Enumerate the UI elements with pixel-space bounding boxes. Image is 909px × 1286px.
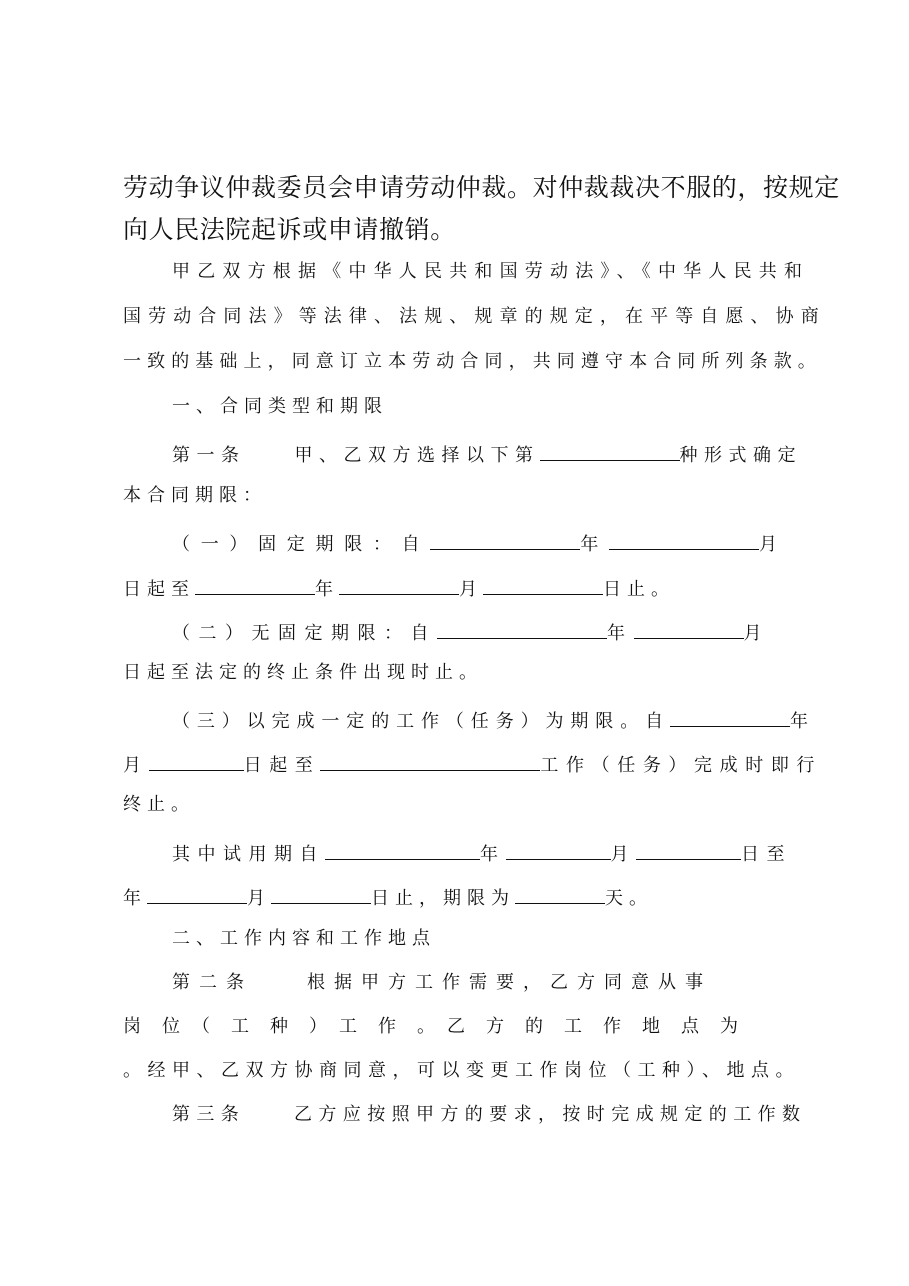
day-start-label: 日起至 — [243, 755, 321, 776]
open-year-blank[interactable] — [437, 620, 607, 639]
task-term-label: （三）以完成一定的工作（任务）为期限。自 — [172, 711, 670, 732]
paragraph-line: 劳动争议仲裁委员会申请劳动仲裁。对仲裁裁决不服的，按规定 — [123, 173, 840, 202]
month-label: 月 — [610, 844, 636, 865]
year-label: 年 — [480, 844, 506, 865]
month-label: 月 — [743, 623, 770, 644]
trial-period-label: 日止，期限为 — [371, 888, 515, 909]
year-label: 年 — [607, 623, 634, 644]
paragraph-line: 岗 位 （ 工 种 ） 工 作 。 乙 方 的 工 作 地 点 为 — [123, 1016, 740, 1037]
trial-day-blank[interactable] — [636, 841, 741, 860]
trial-line — [172, 841, 792, 864]
paragraph-line: 第二条 根据甲方工作需要，乙方同意从事 — [172, 972, 712, 993]
fixed-term-line — [172, 531, 788, 554]
article-1-line — [172, 442, 802, 465]
end-month-blank[interactable] — [339, 576, 459, 595]
form-type-blank[interactable] — [540, 442, 680, 461]
start-month-blank[interactable] — [609, 531, 759, 550]
fixed-term-label: （一）固定期限：自 — [172, 534, 431, 555]
article-1-text-end: 种形式确定 — [679, 445, 802, 466]
open-term-label: （二）无固定期限：自 — [172, 623, 437, 644]
year-label: 年 — [580, 534, 610, 555]
section-heading: 一、合同类型和期限 — [172, 396, 388, 417]
trial-line-2 — [123, 885, 653, 908]
paragraph-line: 向人民法院起诉或申请撤销。 — [123, 215, 456, 244]
paragraph-line: 甲乙双方根据《中华人民共和国劳动法》、《中华人民共和 — [172, 261, 810, 282]
trial-end-day-blank[interactable] — [271, 885, 371, 904]
month-label: 月 — [247, 888, 271, 909]
trial-end-month-blank[interactable] — [147, 885, 247, 904]
trial-month-blank[interactable] — [506, 841, 611, 860]
start-year-blank[interactable] — [430, 531, 580, 550]
year-label: 年 — [315, 579, 339, 600]
paragraph-line: 国劳动合同法》等法律、法规、规章的规定，在平等自愿、协商 — [123, 306, 826, 327]
paragraph-line: 终止。 — [123, 794, 195, 815]
section-heading: 二、工作内容和工作地点 — [172, 928, 436, 949]
day-to-label: 日至 — [741, 844, 792, 865]
month-label: 月 — [459, 579, 483, 600]
trial-days-blank[interactable] — [515, 885, 605, 904]
trial-label: 其中试用期自 — [172, 844, 325, 865]
paragraph-line: 日起至法定的终止条件出现时止。 — [123, 662, 483, 683]
day-start-label: 日起至 — [123, 579, 195, 600]
open-term-line — [172, 620, 770, 643]
paragraph-line: 。经甲、乙双方协商同意，可以变更工作岗位（工种）、地点。 — [123, 1060, 800, 1081]
task-term-line-2 — [123, 752, 822, 775]
end-day-blank[interactable] — [483, 576, 603, 595]
year-label: 年 — [123, 888, 147, 909]
open-month-blank[interactable] — [634, 620, 744, 639]
paragraph-line: 第三条 乙方应按照甲方的要求，按时完成规定的工作数 — [172, 1104, 807, 1125]
fixed-term-line-2 — [123, 576, 675, 599]
task-complete-label: 工作（任务）完成时即行 — [540, 755, 823, 776]
article-1-text: 第一条 甲、乙双方选择以下第 — [172, 445, 540, 466]
days-label: 天。 — [605, 888, 653, 909]
trial-year-blank[interactable] — [325, 841, 480, 860]
end-year-blank[interactable] — [195, 576, 315, 595]
day-end-label: 日止。 — [603, 579, 675, 600]
paragraph-line: 本合同期限： — [123, 485, 267, 506]
task-year-blank[interactable] — [670, 708, 790, 727]
task-term-line — [172, 708, 815, 731]
month-label: 月 — [759, 534, 788, 555]
year-label: 年 — [790, 711, 815, 732]
task-month-blank[interactable] — [149, 752, 244, 771]
month-label: 月 — [123, 755, 149, 776]
task-work-blank[interactable] — [320, 752, 540, 771]
paragraph-line: 一致的基础上，同意订立本劳动合同，共同遵守本合同所列条款。 — [123, 351, 822, 372]
